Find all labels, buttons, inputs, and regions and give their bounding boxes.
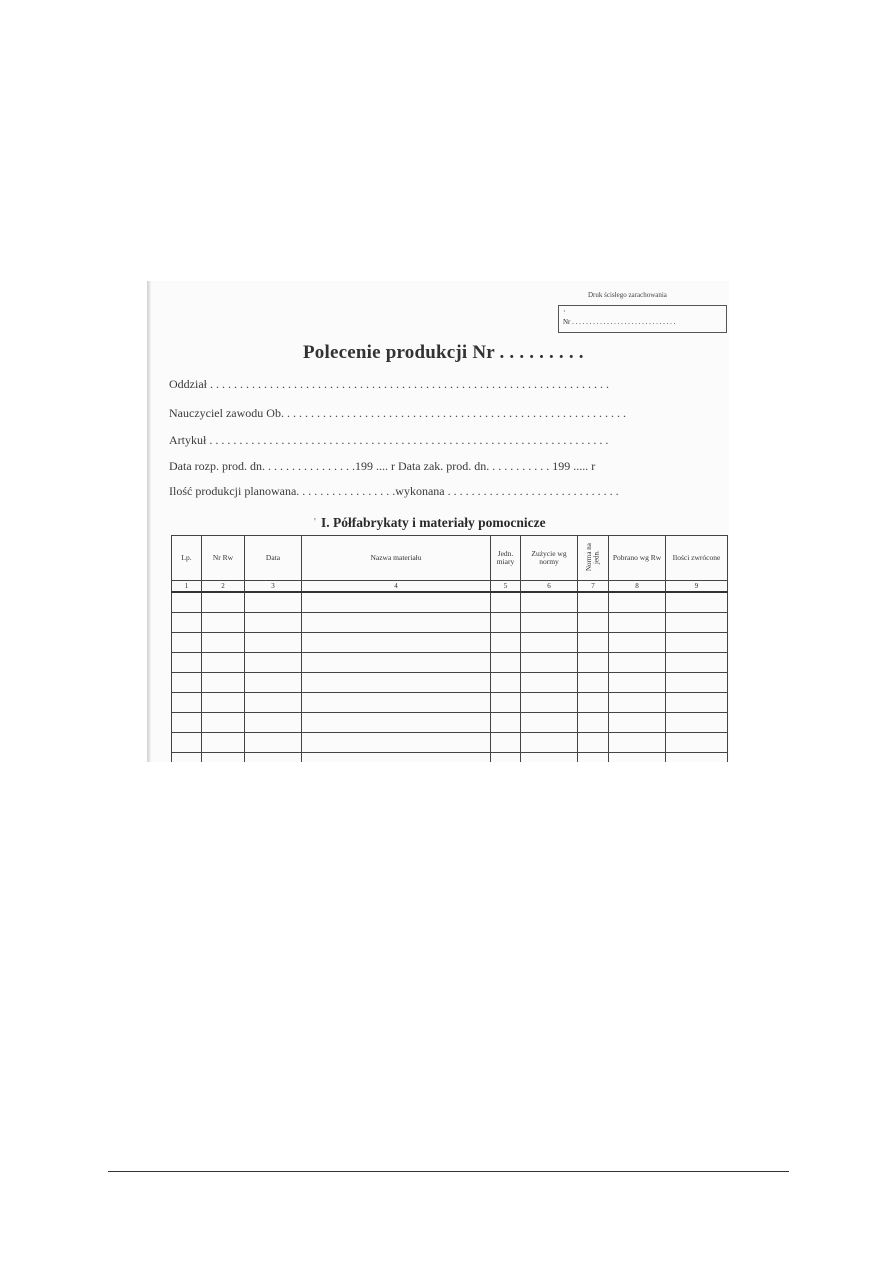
table-cell <box>521 712 578 732</box>
col-header-taken-rw: Pobrano wg Rw <box>609 536 666 581</box>
table-cell <box>578 712 609 732</box>
table-cell <box>521 732 578 752</box>
table-cell <box>302 632 491 652</box>
field-nauczyciel: Nauczyciel zawodu Ob. . . . . . . . . . . . . . . . . . . . . . . . . . . . . . . . . . . . . . . . . . . . . . . . . . . . . . . . . . <box>169 406 626 420</box>
table-row <box>172 672 728 692</box>
col-header-usage-norm: Zużycie wg normy <box>521 536 578 581</box>
table-cell <box>245 672 302 692</box>
col-number: 9 <box>666 580 728 592</box>
table-cell <box>666 652 728 672</box>
table-row <box>172 752 728 762</box>
table-row <box>172 632 728 652</box>
col-header-material-name: Nazwa materiału <box>302 536 491 581</box>
table-cell <box>202 752 245 762</box>
table-cell <box>245 612 302 632</box>
blank-rows <box>172 592 728 762</box>
table-cell <box>521 692 578 712</box>
table-cell <box>491 592 521 613</box>
table-cell <box>491 672 521 692</box>
col-header-returned: Ilości zwrócone <box>666 536 728 581</box>
strict-accounting-caption: Druk ścisłego zarachowania <box>588 291 667 299</box>
table-cell <box>521 672 578 692</box>
table-cell <box>172 672 202 692</box>
table-cell <box>609 712 666 732</box>
table-cell <box>172 652 202 672</box>
materials-table <box>171 535 728 762</box>
table-cell <box>609 652 666 672</box>
table-row <box>172 612 728 632</box>
strict-box-number: Nr . . . . . . . . . . . . . . . . . . . . . . . . . . . . . . <box>563 318 676 326</box>
table-cell <box>666 592 728 613</box>
table-cell <box>245 652 302 672</box>
table-row <box>172 592 728 613</box>
table-cell <box>666 752 728 762</box>
table-cell <box>578 632 609 652</box>
table-header-row <box>172 536 728 581</box>
table-cell <box>491 732 521 752</box>
section-title: I. Półfabrykaty i materiały pomocnicze <box>321 515 546 530</box>
table-cell <box>609 592 666 613</box>
table-cell <box>609 612 666 632</box>
table-cell <box>666 732 728 752</box>
table-cell <box>245 692 302 712</box>
table-cell <box>202 632 245 652</box>
table-cell <box>521 592 578 613</box>
table-row <box>172 712 728 732</box>
field-oddzial: Oddział . . . . . . . . . . . . . . . . . . . . . . . . . . . . . . . . . . . . . . . . . . . . . . . . . . . . . . . . . . . . . . . . . . . <box>169 377 609 391</box>
table-cell <box>245 712 302 732</box>
table-cell <box>172 612 202 632</box>
col-header-norm-per-unit <box>578 536 609 581</box>
strict-accounting-box <box>558 305 727 333</box>
table-cell <box>521 652 578 672</box>
table-cell <box>202 592 245 613</box>
table-cell <box>578 672 609 692</box>
scanned-form <box>147 281 729 762</box>
table-cell <box>302 672 491 692</box>
table-cell <box>609 752 666 762</box>
table-cell <box>172 692 202 712</box>
table-row <box>172 692 728 712</box>
table-cell <box>521 752 578 762</box>
col-number: 5 <box>491 580 521 592</box>
field-dates: Data rozp. prod. dn. . . . . . . . . . . . . . . .199 .... r Data zak. prod. dn. . . . . . . . . . . 199 ..... r <box>169 459 596 473</box>
table-cell <box>202 712 245 732</box>
col-number: 4 <box>302 580 491 592</box>
table-cell <box>491 612 521 632</box>
table-cell <box>202 692 245 712</box>
table-cell <box>609 632 666 652</box>
table-cell <box>302 652 491 672</box>
field-artykul: Artykuł . . . . . . . . . . . . . . . . . . . . . . . . . . . . . . . . . . . . . . . . . . . . . . . . . . . . . . . . . . . . . . . . . . . <box>169 433 609 447</box>
table-cell <box>202 652 245 672</box>
table-cell <box>172 752 202 762</box>
table-cell <box>302 592 491 613</box>
table-cell <box>172 712 202 732</box>
table-cell <box>302 732 491 752</box>
col-header-unit: Jedn. miary <box>491 536 521 581</box>
table-cell <box>202 612 245 632</box>
table-cell <box>578 592 609 613</box>
table-cell <box>302 712 491 732</box>
table-row <box>172 732 728 752</box>
table-cell <box>609 672 666 692</box>
table-cell <box>302 692 491 712</box>
table-cell <box>245 752 302 762</box>
table-cell <box>578 752 609 762</box>
col-header-lp: Lp. <box>172 536 202 581</box>
section-tick-mark: ' <box>314 517 316 528</box>
table-cell <box>491 712 521 732</box>
table-cell <box>609 732 666 752</box>
table-cell <box>245 732 302 752</box>
footer-rule <box>108 1171 789 1172</box>
table-cell <box>666 612 728 632</box>
col-header-data: Data <box>245 536 302 581</box>
table-cell <box>172 632 202 652</box>
table-cell <box>521 612 578 632</box>
table-cell <box>302 612 491 632</box>
col-header-norm-per-unit-label: Norma na jedn. <box>584 543 600 571</box>
table-cell <box>666 692 728 712</box>
col-number: 2 <box>202 580 245 592</box>
table-cell <box>578 652 609 672</box>
table-cell <box>666 632 728 652</box>
col-number: 3 <box>245 580 302 592</box>
field-production-quantity: Ilość produkcji planowana. . . . . . . . . . . . . . . . .wykonana . . . . . . . . . . . . . . . . . . . . . . . . . . . . . <box>169 484 619 498</box>
table-cell <box>491 652 521 672</box>
table-cell <box>666 672 728 692</box>
table-row <box>172 652 728 672</box>
table-cell <box>491 632 521 652</box>
table-cell <box>245 632 302 652</box>
table-cell <box>578 692 609 712</box>
table-cell <box>521 632 578 652</box>
table-cell <box>491 752 521 762</box>
strict-box-dot: · <box>563 307 566 316</box>
table-cell <box>578 732 609 752</box>
table-cell <box>172 732 202 752</box>
table-cell <box>578 612 609 632</box>
col-number: 1 <box>172 580 202 592</box>
table-cell <box>245 592 302 613</box>
table-cell <box>202 672 245 692</box>
table-cell <box>491 692 521 712</box>
column-number-row <box>172 580 728 592</box>
table-cell <box>172 592 202 613</box>
col-header-nr-rw: Nr Rw <box>202 536 245 581</box>
scan-edge-shadow <box>147 281 151 762</box>
form-title: Polecenie produkcji Nr . . . . . . . . . <box>303 342 584 363</box>
table-cell <box>302 752 491 762</box>
table-cell <box>609 692 666 712</box>
table-cell <box>666 712 728 732</box>
col-number: 6 <box>521 580 578 592</box>
table-cell <box>202 732 245 752</box>
col-number: 8 <box>609 580 666 592</box>
col-number: 7 <box>578 580 609 592</box>
